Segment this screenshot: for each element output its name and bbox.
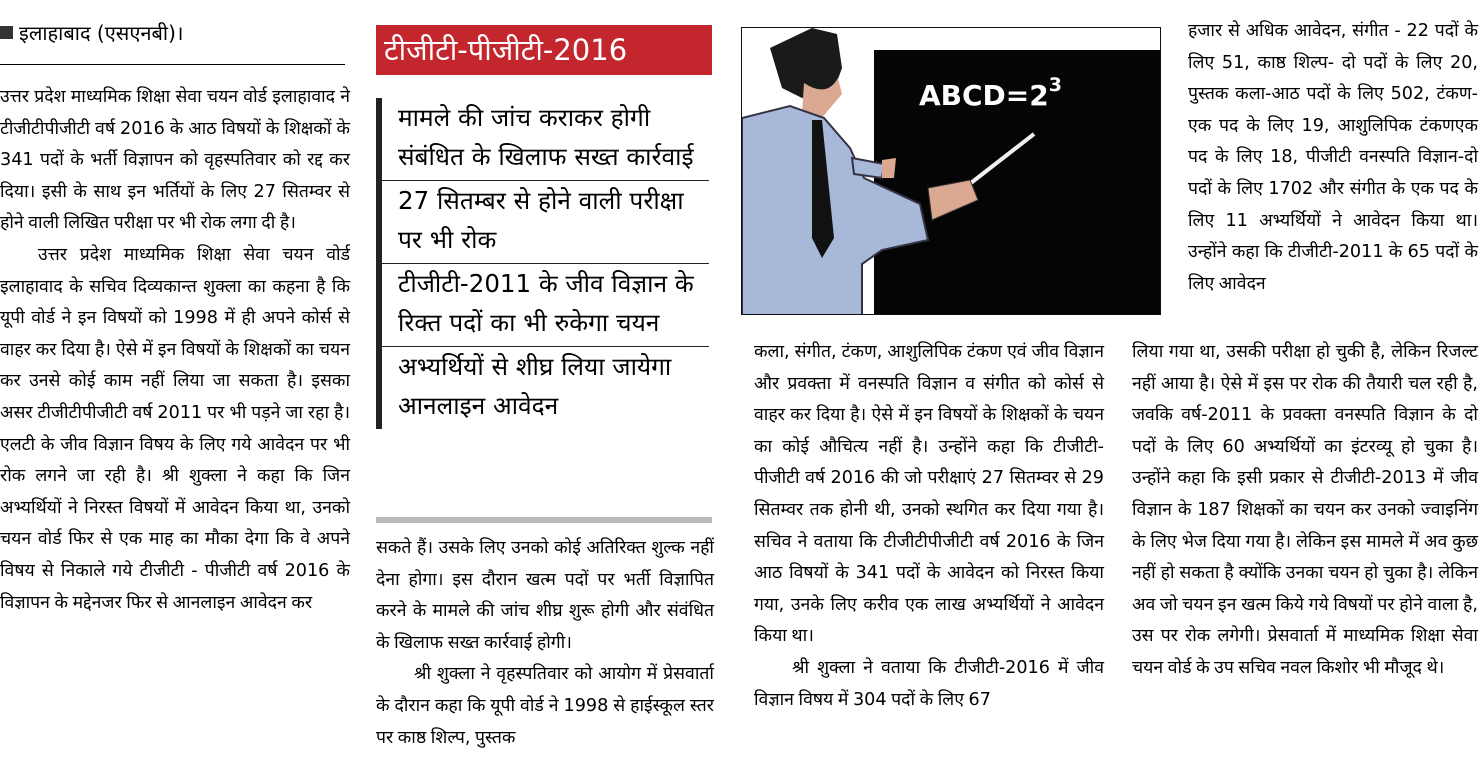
article-column-4-top <box>1188 16 1478 300</box>
dateline: इलाहाबाद (एसएनबी)। <box>0 18 183 48</box>
paragraph: उत्तर प्रदेश माध्यमिक शिक्षा सेवा चयन वोर्ड इलाहावाद ने टीजीटीपीजीटी वर्ष 2016 के आठ विषयों के शिक्षकों के 341 पदों के भर्ती विज्ञापन को वृहस्पतिवार को रद्द कर दिया। इसी के साथ इन भर्तियों के लिए 27 सितम्वर से होने वाली लिखित परीक्षा पर भी रोक लगा दी है। <box>0 87 350 234</box>
divider <box>376 517 712 523</box>
highlight-item: 27 सितम्बर से होने वाली परीक्षा पर भी रोक <box>382 181 709 264</box>
paragraph: लिया गया था, उसकी परीक्षा हो चुकी है, लेकिन रिजल्ट नहीं आया है। ऐसे में इस पर रोक की तैयारी चल रही है, जवकि वर्ष-2011 के प्रवक्ता वनस्पति विज्ञान के दो पदों के लिए 60 अभ्यर्थियों का इंटरव्यू हो चुका है। उन्होंने कहा कि इसी प्रकार से टीजीटी-2013 में जीव विज्ञान के 187 शिक्षकों का चयन कर उनको ज्वाइनिंग के लिए भेज दिया गया है। लेकिन इस मामले में अव कुछ नहीं हो सकता है क्योंकि उनका चयन हो चुका है। लेकिन अव जो चयन इन खत्म किये गये विषयों पर होने वाला है, उस पर रोक लगेगी। प्रेसवार्ता में माध्यमिक शिक्षा सेवा चयन वोर्ड के उप सचिव नवल किशोर भी मौजूद थे। <box>1132 342 1478 678</box>
paragraph: उत्तर प्रदेश माध्यमिक शिक्षा सेवा चयन वोर्ड इलाहावाद के सचिव दिव्यकान्त शुक्ला का कहना है कि यूपी वोर्ड ने इन विषयों को 1998 में ही अपने कोर्स से वाहर कर दिया है। ऐसे में इन विषयों के शिक्षकों का चयन कर उनसे कोई काम नहीं लिया जा सकता है। इसका असर टीजीटीपीजीटी वर्ष 2011 पर भी पड़ने जा रहा है। एलटी के जीव विज्ञान विषय के लिए गये आवेदन पर भी रोक लगने जा रही है। श्री शुक्ला ने कहा कि जिन अभ्यर्थियों ने निरस्त विषयों में आवेदन किया था, उनको चयन वोर्ड फिर से एक माह का मौका देगा कि वे अपने विषय से निकाले गये टीजीटी - पीजीटी वर्ष 2016 के विज्ञापन के मद्देनजर फिर से आनलाइन आवेदन कर <box>0 244 350 613</box>
article-column-3 <box>754 337 1104 716</box>
square-bullet-icon <box>0 26 13 39</box>
hand-left <box>882 158 896 178</box>
highlight-item: मामले की जांच कराकर होगी संबंधित के खिलाफ सख्त कार्रवाई <box>382 98 709 181</box>
shirt <box>742 106 928 315</box>
highlight-item: टीजीटी-2011 के जीव विज्ञान के रिक्त पदों का भी रुकेगा चयन <box>382 264 709 347</box>
highlights-box <box>376 98 709 429</box>
paragraph: कला, संगीत, टंकण, आशुलिपिक टंकण एवं जीव विज्ञान और प्रवक्ता में वनस्पति विज्ञान व संगीत को कोर्स से वाहर कर दिया है। ऐसे में इन विषयों के शिक्षकों के चयन का कोई औचित्य नहीं है। उन्होंने कहा कि टीजीटी-पीजीटी वर्ष 2016 की जो परीक्षाएं 27 सितम्वर से 29 सितम्वर तक होनी थी, उनको स्थगित कर दिया गया है। सचिव ने वताया कि टीजीटीपीजीटी वर्ष 2016 के जिन आठ विषयों के 341 पदों के आवेदन को निरस्त किया गया, उनके लिए करीव एक लाख अभ्यर्थियों ने आवेदन किया था। <box>754 342 1104 647</box>
highlight-item: अभ्यर्थियों से शीघ्र लिया जायेगा आनलाइन आवेदन <box>398 352 672 420</box>
paragraph: हजार से अधिक आवेदन, संगीत - 22 पदों के लिए 51, काष्ठ शिल्प- दो पदों के लिए 20, पुस्तक कला-आठ पदों के लिए 502, टंकण- एक पद के लिए 19, आशुलिपिक टंकणएक पद के लिए 18, पीजीटी वनस्पति विज्ञान-दो पदों के लिए 1702 और संगीत के एक पद के लिए 11 अभ्यर्थियों ने आवेदन किया था। उन्होंने कहा कि टीजीटी-2011 के 65 पदों के लिए आवेदन <box>1188 21 1478 294</box>
blackboard-formula: $ABCD=2^3$ <box>919 74 1062 112</box>
paragraph: सकते हैं। उसके लिए उनको कोई अतिरिक्त शुल्क नहीं देना होगा। इस दौरान खत्म पदों पर भर्ती विज्ञापित करने के मामले की जांच शीघ्र शुरू होगी और संवंधित के खिलाफ सख्त कार्रवाई होगी। <box>376 538 714 653</box>
headline-banner: टीजीटी-पीजीटी-2016 <box>376 25 712 75</box>
pointer-stick <box>967 134 1034 186</box>
hand-right <box>928 180 978 220</box>
article-column-4-bottom <box>1132 337 1478 685</box>
paragraph: श्री शुक्ला ने वताया कि टीजीटी-2016 में जीव विज्ञान विषय में 304 पदों के लिए 67 <box>754 657 1104 710</box>
paragraph: श्री शुक्ला ने वृहस्पतिवार को आयोग में प्रेसवार्ता के दौरान कहा कि यूपी वोर्ड ने 1998 से हाईस्कूल स्तर पर काष्ठ शिल्प, पुस्तक <box>376 664 714 748</box>
teacher-illustration <box>742 28 1161 315</box>
divider <box>0 64 345 65</box>
teacher-blackboard-image <box>741 27 1161 315</box>
